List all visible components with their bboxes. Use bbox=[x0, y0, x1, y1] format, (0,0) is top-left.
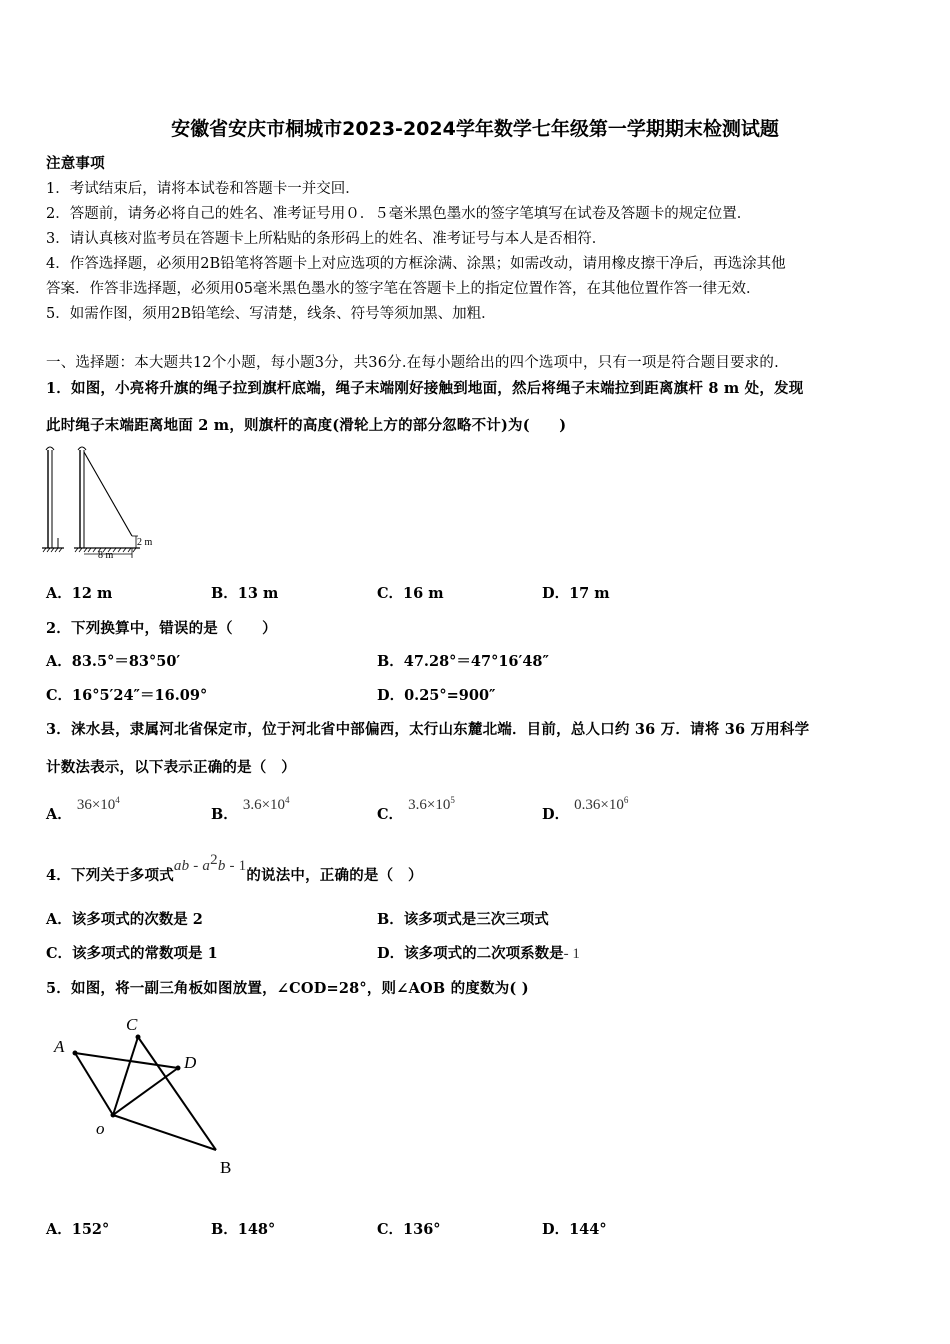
point-o-label: o bbox=[96, 1119, 105, 1138]
poly-term: ab bbox=[173, 857, 190, 874]
question-5-stem: 5．如图，将一副三角板如图放置，∠COD=28°，则∠AOB 的度数为( ) bbox=[46, 980, 529, 997]
q4-option-c[interactable]: C．该多项式的常数项是 1 bbox=[46, 945, 218, 962]
stem-pre: 4．下列关于多项式 bbox=[46, 866, 174, 884]
point-d-label: D bbox=[184, 1053, 197, 1072]
option-text: D．该多项式的二次项系数是 bbox=[377, 945, 564, 962]
q4-option-d[interactable] bbox=[377, 942, 580, 963]
exponent: 4 bbox=[115, 795, 120, 805]
mantissa: 0.36 bbox=[574, 797, 601, 813]
question-2-stem: 2．下列换算中，错误的是（ ） bbox=[46, 620, 277, 637]
q2-option-d[interactable]: D．0.25°=900″ bbox=[377, 687, 496, 704]
q5-option-d[interactable]: D．144° bbox=[542, 1221, 607, 1238]
q2-option-b[interactable]: B．47.28°＝47°16′48″ bbox=[377, 653, 549, 670]
label-8m: 8 m bbox=[98, 550, 114, 561]
section-heading: 一、选择题：本大题共12个小题，每小题3分，共36分.在每小题给出的四个选项中，只有一项是符合题目要求的. bbox=[46, 355, 779, 371]
stem-post: 的说法中，正确的是（ ） bbox=[246, 866, 423, 884]
q4-option-b[interactable]: B．该多项式是三次三项式 bbox=[377, 911, 549, 928]
question-3-line2: 计数法表示，以下表示正确的是（ ） bbox=[46, 759, 296, 776]
notice-item: 1．考试结束后，请将本试卷和答题卡一并交回． bbox=[46, 181, 360, 197]
times-ten: ×10 bbox=[261, 797, 286, 813]
page-title: 安徽省安庆市桐城市2023-2024学年数学七年级第一学期期末检测试题 bbox=[171, 118, 779, 140]
q5-option-b[interactable]: B．148° bbox=[211, 1221, 276, 1238]
q3-option-d[interactable] bbox=[542, 795, 629, 824]
q3-option-a[interactable] bbox=[46, 795, 120, 824]
notice-item: 3．请认真核对监考员在答题卡上所粘贴的条形码上的姓名、准考证号与本人是否相符． bbox=[46, 231, 607, 247]
point-b-label: B bbox=[220, 1158, 232, 1177]
exponent: 6 bbox=[623, 795, 629, 805]
q5-option-c[interactable]: C．136° bbox=[377, 1221, 441, 1238]
times-ten: ×10 bbox=[91, 797, 116, 813]
q5-option-a[interactable]: A．152° bbox=[46, 1221, 110, 1238]
question-1-line2: 此时绳子末端距离地面 2 m，则旗杆的高度(滑轮上方的部分忽略不计)为( ) bbox=[46, 417, 567, 434]
notice-item: 4．作答选择题，必须用2B铅笔将答题卡上对应选项的方框涂满、涂黑；如需改动，请用橡皮擦干净后，再选涂其他 bbox=[46, 256, 786, 272]
q2-option-a[interactable]: A．83.5°＝83°50′ bbox=[46, 653, 181, 670]
notice-item: 答案．作答非选择题，必须用05毫米黑色墨水的签字笔在答题卡上的指定位置作答，在其他位置作答一律无效． bbox=[46, 281, 761, 297]
q1-option-d[interactable]: D．17 m bbox=[542, 585, 610, 602]
option-label: A． bbox=[46, 806, 72, 823]
mantissa: 3.6 bbox=[242, 797, 262, 813]
mantissa: 3.6 bbox=[408, 797, 427, 813]
q3-option-b[interactable] bbox=[211, 795, 290, 824]
triangle-figure bbox=[48, 1008, 248, 1178]
mantissa: 36 bbox=[76, 797, 92, 813]
question-4-stem bbox=[46, 852, 423, 885]
point-a-label: A bbox=[54, 1037, 65, 1056]
q1-option-a[interactable]: A．12 m bbox=[46, 585, 113, 602]
q1-option-c[interactable]: C．16 m bbox=[377, 585, 444, 602]
poly-const: - 1 bbox=[225, 857, 247, 874]
flagpole-figure bbox=[40, 440, 160, 565]
times-ten: ×10 bbox=[426, 797, 451, 813]
q2-option-c[interactable]: C．16°5′24″＝16.09° bbox=[46, 687, 208, 704]
poly-term: a bbox=[202, 857, 211, 874]
q1-option-b[interactable]: B．13 m bbox=[211, 585, 279, 602]
exponent: 4 bbox=[285, 795, 290, 805]
option-label: B． bbox=[211, 806, 238, 823]
point-c-label: C bbox=[126, 1015, 138, 1034]
question-3-line1: 3．涞水县，隶属河北省保定市，位于河北省中部偏西，太行山东麓北端．目前，总人口约 36 万．请将 36 万用科学 bbox=[46, 721, 810, 738]
question-1-line1: 1．如图，小亮将升旗的绳子拉到旗杆底端，绳子末端刚好接触到地面，然后将绳子末端拉到距离旗杆 8 m 处，发现 bbox=[46, 380, 804, 397]
q4-option-a[interactable]: A．该多项式的次数是 2 bbox=[46, 911, 203, 928]
label-2m: 2 m bbox=[137, 537, 153, 548]
poly-exp: 2 bbox=[210, 852, 218, 868]
option-label: C． bbox=[377, 806, 404, 823]
option-label: D． bbox=[542, 806, 570, 823]
notice-item: 2．答题前，请务必将自己的姓名、准考证号用０．５毫米黑色墨水的签字笔填写在试卷及答题卡的规定位置． bbox=[46, 206, 752, 222]
notice-heading: 注意事项 bbox=[46, 155, 105, 172]
q3-option-c[interactable] bbox=[377, 795, 455, 824]
option-value: - 1 bbox=[563, 946, 580, 962]
poly-term: b bbox=[217, 857, 226, 874]
exponent: 5 bbox=[450, 795, 455, 805]
times-ten: ×10 bbox=[600, 797, 624, 813]
notice-item: 5．如需作图，须用2B铅笔绘、写清楚，线条、符号等须加黑、加粗． bbox=[46, 306, 496, 322]
poly-op: - bbox=[189, 857, 203, 874]
